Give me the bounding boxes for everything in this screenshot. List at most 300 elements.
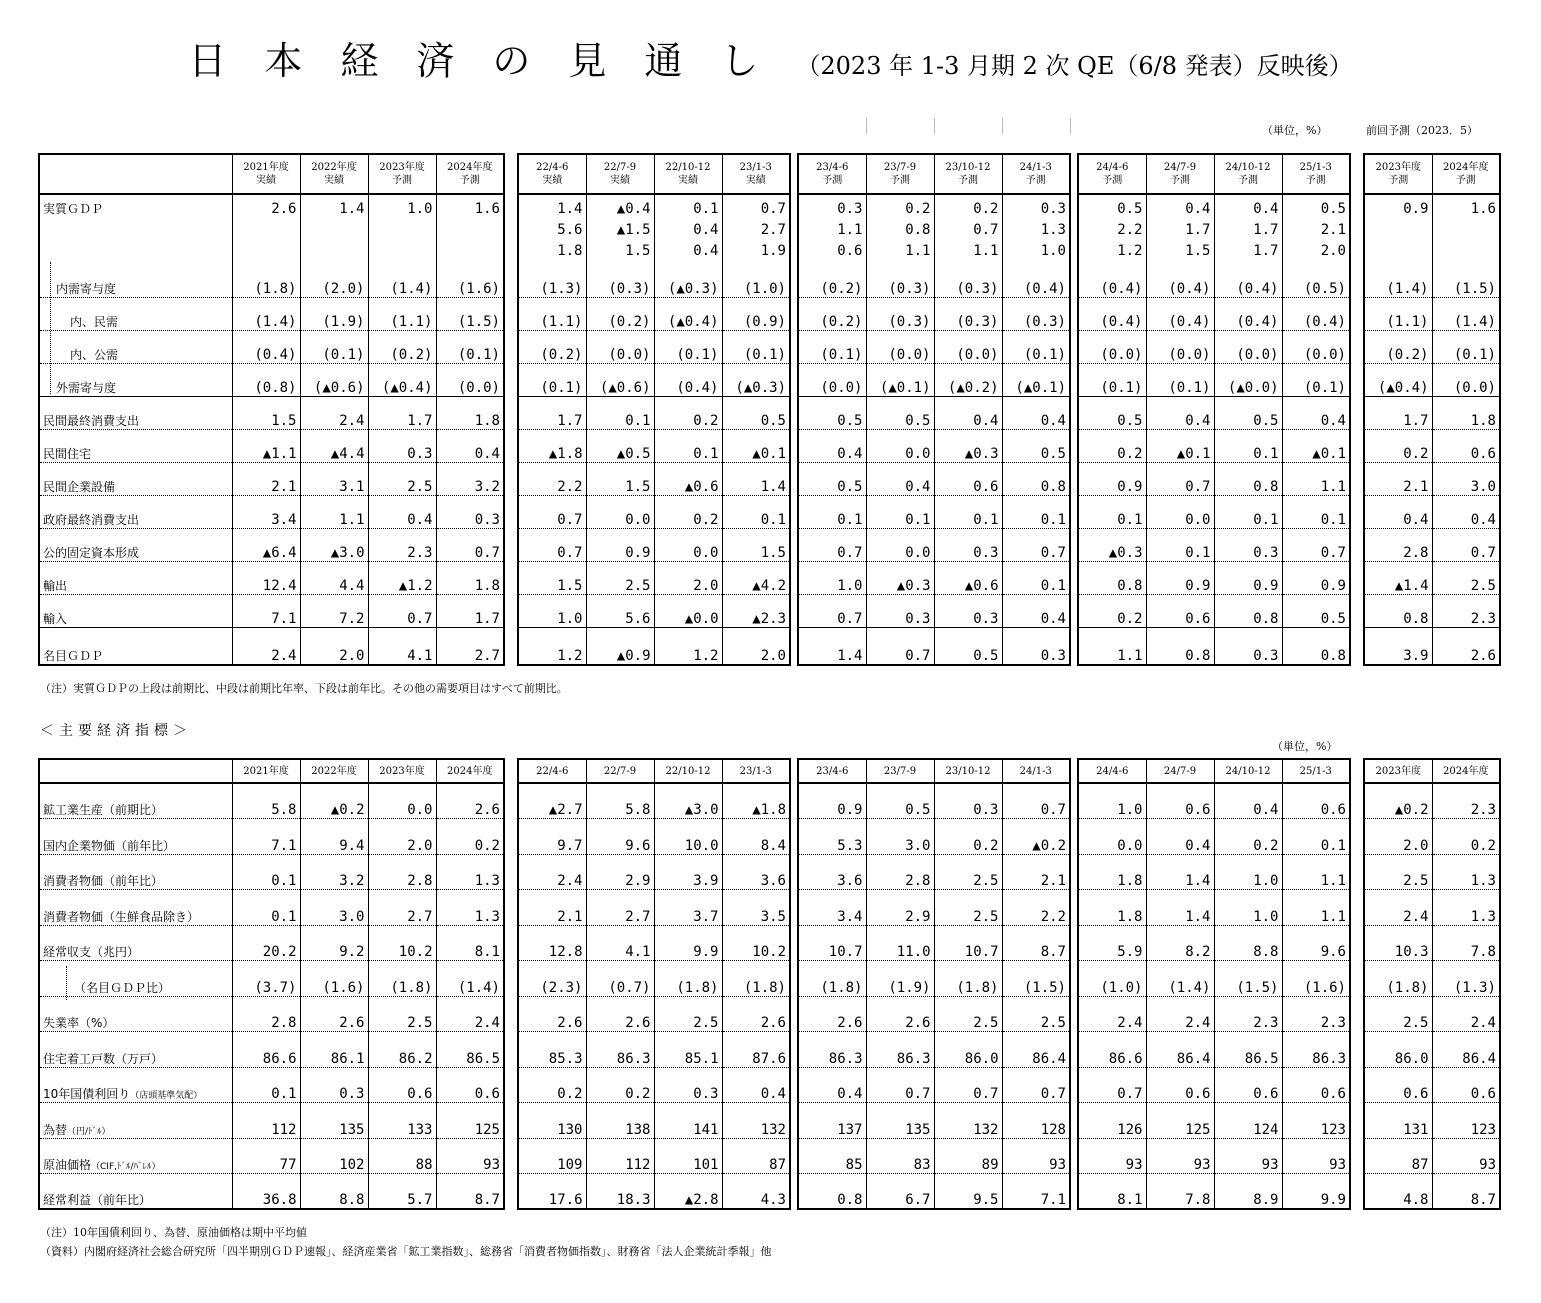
value-cell: 87 xyxy=(722,1138,790,1174)
table-row-real-gdp xyxy=(1078,194,1350,264)
table-group-3 xyxy=(797,758,1071,1210)
unit-label-2: （単位，%） xyxy=(1272,740,1338,753)
table-row xyxy=(1364,627,1500,665)
value-cell: 1.5 xyxy=(232,396,300,429)
value-cell: 0.7 xyxy=(1432,528,1500,561)
value-cell: (0.2) xyxy=(798,297,866,330)
value-cell: 1.7 xyxy=(368,396,436,429)
column-header: 2023年度 xyxy=(1364,759,1432,783)
value-cell: (0.1) xyxy=(1146,363,1214,396)
value-cell: 2.5 xyxy=(368,996,436,1032)
row-label-text: 国内企業物価（前年比） xyxy=(43,838,176,853)
value-cell: 20.2 xyxy=(232,925,300,961)
value-cell: 0.6 xyxy=(934,462,1002,495)
table-row xyxy=(518,363,790,396)
table-row xyxy=(798,1067,1070,1103)
table-row xyxy=(1364,528,1500,561)
table-row xyxy=(518,1174,790,1210)
value-cell: 0.2 xyxy=(934,819,1002,855)
period-label: 25/1-3 xyxy=(1299,162,1332,173)
table-row xyxy=(518,561,790,594)
value-cell: 0.2 xyxy=(1078,594,1146,627)
value-cell: 132 xyxy=(722,1103,790,1139)
gdp-value: 5.6 xyxy=(557,222,583,238)
value-cell: 0.5 xyxy=(866,783,934,819)
value-cell: (0.2) xyxy=(518,330,586,363)
value-cell: 2.0 xyxy=(654,561,722,594)
value-cell: 17.6 xyxy=(548,1192,583,1208)
value-cell: 10.0 xyxy=(654,819,722,855)
value-cell: 86.3 xyxy=(866,1032,934,1068)
value-cell: 1.1 xyxy=(300,495,368,528)
column-header xyxy=(436,154,504,194)
value-cell: 86.6 xyxy=(1078,1032,1146,1068)
value-cell: 2.5 xyxy=(1364,854,1432,890)
table-row xyxy=(39,819,504,855)
value-cell: 85.3 xyxy=(518,1032,586,1068)
value-cell: 2.7 xyxy=(436,627,504,665)
gdp-value: 1.4 xyxy=(557,201,583,217)
value-cell: 0.1 xyxy=(1002,561,1070,594)
value-cell: 2.5 xyxy=(934,996,1002,1032)
value-cell: 0.4 xyxy=(368,495,436,528)
value-cell: (1.3) xyxy=(1432,961,1500,997)
value-cell: (1.9) xyxy=(866,961,934,997)
table-row xyxy=(798,528,1070,561)
value-cell: 0.9 xyxy=(1078,462,1146,495)
value-cell: 0.1 xyxy=(1146,528,1214,561)
gdp-value: 1.7 xyxy=(1253,222,1279,238)
value-cell: 0.3 xyxy=(934,594,1002,627)
value-cell: 0.5 xyxy=(1002,429,1070,462)
table-row xyxy=(1364,1103,1500,1139)
value-cell: (0.1) xyxy=(518,363,586,396)
row-label: 民間住宅 xyxy=(39,429,232,462)
value-cell: 5.9 xyxy=(1078,925,1146,961)
status-label: 実績 xyxy=(256,175,276,186)
table-row-real-gdp xyxy=(798,194,1070,264)
value-cell: 124 xyxy=(1214,1103,1282,1139)
value-cell: 2.0 xyxy=(368,819,436,855)
gdp-cell xyxy=(300,194,368,264)
header-row xyxy=(518,154,790,194)
value-cell: 2.8 xyxy=(1364,528,1432,561)
gdp-value: 1.1 xyxy=(837,222,863,238)
value-cell: (1.9) xyxy=(300,297,368,330)
header-blank xyxy=(39,154,232,194)
value-cell: (0.0) xyxy=(1214,330,1282,363)
value-cell: ▲0.1 xyxy=(1282,429,1350,462)
value-cell: 2.5 xyxy=(1432,561,1500,594)
table-row xyxy=(518,627,790,665)
value-cell: 0.4 xyxy=(1002,594,1070,627)
table-row xyxy=(798,1032,1070,1068)
value-cell: 0.3 xyxy=(866,594,934,627)
table-row xyxy=(518,925,790,961)
note-bottom-2: （資料）内閣府経済社会総合研究所「四半期別ＧＤＰ速報」、経済産業省「鉱工業指数」、総務省「消費者物価指数」、財務省「法人企業統計季報」他 xyxy=(40,1245,772,1258)
value-cell: 86.5 xyxy=(1214,1032,1282,1068)
value-cell: 0.3 xyxy=(436,495,504,528)
value-cell: 3.6 xyxy=(798,854,866,890)
value-cell: (3.7) xyxy=(232,961,300,997)
value-cell: 2.1 xyxy=(518,890,586,926)
value-cell: 8.2 xyxy=(1146,925,1214,961)
value-cell: 8.7 xyxy=(1432,1174,1500,1210)
table-group-1 xyxy=(38,153,505,666)
value-cell: 0.4 xyxy=(934,396,1002,429)
value-cell: 2.9 xyxy=(866,890,934,926)
table-row xyxy=(1078,297,1350,330)
table-row-real-gdp xyxy=(39,194,504,264)
column-tick xyxy=(934,118,935,134)
value-cell: 1.4 xyxy=(1146,854,1214,890)
value-cell: (1.8) xyxy=(654,961,722,997)
value-cell: 1.1 xyxy=(1282,462,1350,495)
value-cell: (0.1) xyxy=(654,330,722,363)
value-cell: (1.6) xyxy=(1282,961,1350,997)
table-row xyxy=(39,495,504,528)
table-row xyxy=(798,627,1070,665)
table-row xyxy=(798,961,1070,997)
value-cell: 86.3 xyxy=(798,1032,866,1068)
column-header xyxy=(722,154,790,194)
value-cell: 0.2 xyxy=(518,1067,586,1103)
value-cell: 112 xyxy=(232,1103,300,1139)
value-cell: 9.6 xyxy=(586,819,654,855)
column-header: 22/7-9 xyxy=(586,759,654,783)
gdp-value: 1.0 xyxy=(1040,243,1066,259)
value-cell: 131 xyxy=(1364,1103,1432,1139)
column-header: 2021年度 xyxy=(232,759,300,783)
value-cell: ▲0.0 xyxy=(654,594,722,627)
value-cell: 18.3 xyxy=(586,1174,654,1210)
value-cell: 7.1 xyxy=(232,819,300,855)
value-cell: 128 xyxy=(1002,1103,1070,1139)
value-cell: 3.1 xyxy=(300,462,368,495)
value-cell: ▲0.3 xyxy=(934,429,1002,462)
table-row xyxy=(39,594,504,627)
column-header xyxy=(1364,154,1432,194)
table-row xyxy=(1078,561,1350,594)
value-cell: 86.1 xyxy=(300,1032,368,1068)
value-cell: 88 xyxy=(368,1138,436,1174)
value-cell: 0.6 xyxy=(1432,1067,1500,1103)
value-cell: 109 xyxy=(518,1138,586,1174)
value-cell: 1.1 xyxy=(1282,890,1350,926)
value-cell: 2.4 xyxy=(232,627,300,665)
gdp-value: 2.1 xyxy=(1320,222,1346,238)
row-label-note: （CIF,ﾄﾞﾙ/ﾊﾞﾚﾙ） xyxy=(91,1162,161,1172)
value-cell: 1.0 xyxy=(1078,783,1146,819)
table-row xyxy=(798,363,1070,396)
value-cell: 0.3 xyxy=(654,1067,722,1103)
value-cell: 0.9 xyxy=(1214,561,1282,594)
table-row xyxy=(1364,297,1500,330)
value-cell: 86.2 xyxy=(368,1032,436,1068)
value-cell: (▲0.1) xyxy=(866,363,934,396)
table-row xyxy=(518,819,790,855)
table-row xyxy=(39,1174,504,1210)
value-cell: 2.0 xyxy=(300,627,368,665)
value-cell: 93 xyxy=(1002,1138,1070,1174)
value-cell: 0.3 xyxy=(368,429,436,462)
status-label: 予測 xyxy=(1025,175,1046,186)
table-row xyxy=(1364,495,1500,528)
value-cell: 8.8 xyxy=(300,1174,368,1210)
value-cell: 0.9 xyxy=(1146,561,1214,594)
table-row xyxy=(39,996,504,1032)
value-cell: 1.8 xyxy=(1078,854,1146,890)
value-cell: 4.3 xyxy=(722,1174,790,1210)
value-cell: 0.2 xyxy=(654,495,722,528)
gdp-value: 1.3 xyxy=(1040,222,1066,238)
row-label xyxy=(39,961,232,997)
value-cell: 0.4 xyxy=(1146,819,1214,855)
value-cell: 0.4 xyxy=(1146,396,1214,429)
value-cell: 0.3 xyxy=(934,528,1002,561)
table-row xyxy=(39,1103,504,1139)
table-row xyxy=(1364,561,1500,594)
table-row xyxy=(518,890,790,926)
status-label: 予測 xyxy=(1102,175,1123,186)
value-cell: (1.4) xyxy=(368,264,436,297)
column-tick xyxy=(1070,118,1071,134)
value-cell: 1.7 xyxy=(518,396,586,429)
value-cell: (1.1) xyxy=(518,297,586,330)
value-cell: (1.6) xyxy=(300,961,368,997)
value-cell: 0.1 xyxy=(798,495,866,528)
row-label xyxy=(39,783,232,819)
table-row xyxy=(1078,594,1350,627)
value-cell: 0.4 xyxy=(1282,396,1350,429)
table-row xyxy=(1078,429,1350,462)
gdp-cell xyxy=(934,194,1002,264)
value-cell: ▲3.0 xyxy=(654,783,722,819)
table-row xyxy=(1078,495,1350,528)
gdp-value: 1.9 xyxy=(760,243,786,259)
column-header: 24/4-6 xyxy=(1078,759,1146,783)
value-cell: 0.7 xyxy=(1002,528,1070,561)
column-header: 23/4-6 xyxy=(798,759,866,783)
table-row xyxy=(39,1138,504,1174)
value-cell: 10.3 xyxy=(1364,925,1432,961)
table-row xyxy=(1364,363,1500,396)
value-cell: (0.2) xyxy=(586,297,654,330)
value-cell: 2.5 xyxy=(1364,996,1432,1032)
value-cell: ▲1.4 xyxy=(1364,561,1432,594)
table-row xyxy=(1364,854,1500,890)
row-label: 民間企業設備 xyxy=(39,462,232,495)
gdp-cell xyxy=(798,194,866,264)
header-row xyxy=(1364,154,1500,194)
value-cell: (0.3) xyxy=(586,264,654,297)
value-cell: (1.4) xyxy=(436,961,504,997)
table-row xyxy=(1078,783,1350,819)
row-label-text: 失業率（%） xyxy=(43,1016,115,1030)
value-cell: 87.6 xyxy=(722,1032,790,1068)
value-cell: 1.1 xyxy=(1282,854,1350,890)
gdp-value: 0.7 xyxy=(973,222,999,238)
value-cell: 12.8 xyxy=(518,925,586,961)
column-header: 23/10-12 xyxy=(934,759,1002,783)
value-cell: 12.4 xyxy=(232,561,300,594)
value-cell: (0.3) xyxy=(934,264,1002,297)
value-cell: (0.3) xyxy=(1002,297,1070,330)
value-cell: (▲0.2) xyxy=(934,363,1002,396)
value-cell: ▲0.6 xyxy=(654,462,722,495)
column-header: 2023年度 xyxy=(368,759,436,783)
value-cell: (0.0) xyxy=(866,330,934,363)
value-cell: 8.7 xyxy=(1002,925,1070,961)
value-cell: 0.4 xyxy=(1432,495,1500,528)
gdp-value: 0.8 xyxy=(905,222,931,238)
value-cell: 0.8 xyxy=(1214,462,1282,495)
value-cell: 86.3 xyxy=(586,1032,654,1068)
value-cell: 83 xyxy=(866,1138,934,1174)
value-cell: (1.4) xyxy=(1364,264,1432,297)
value-cell: ▲1.2 xyxy=(368,561,436,594)
table-row xyxy=(518,495,790,528)
table-row xyxy=(518,996,790,1032)
value-cell: 93 xyxy=(1282,1138,1350,1174)
gdp-value: 2.0 xyxy=(1320,243,1346,259)
value-cell: 8.4 xyxy=(722,819,790,855)
value-cell: 138 xyxy=(586,1103,654,1139)
gdp-value: 0.3 xyxy=(837,201,863,217)
value-cell: 0.8 xyxy=(1364,594,1432,627)
value-cell: 2.4 xyxy=(436,996,504,1032)
gdp-value: 1.4 xyxy=(339,201,365,217)
value-cell: 9.9 xyxy=(1282,1174,1350,1210)
value-cell: 0.1 xyxy=(1282,819,1350,855)
value-cell: 0.5 xyxy=(1078,396,1146,429)
table-row xyxy=(39,1032,504,1068)
row-label: 実質ＧＤＰ xyxy=(43,202,104,216)
table-row xyxy=(798,890,1070,926)
table-row xyxy=(1364,429,1500,462)
table-row xyxy=(1078,925,1350,961)
column-header xyxy=(654,154,722,194)
table-row xyxy=(798,495,1070,528)
value-cell: 0.5 xyxy=(934,627,1002,665)
value-cell: 141 xyxy=(654,1103,722,1139)
value-cell: 2.3 xyxy=(1432,783,1500,819)
row-label: 輸出 xyxy=(39,561,232,594)
value-cell: (0.2) xyxy=(368,330,436,363)
value-cell: 2.3 xyxy=(1432,594,1500,627)
gdp-cell xyxy=(1146,194,1214,264)
value-cell: 2.2 xyxy=(1002,890,1070,926)
value-cell: 0.4 xyxy=(1364,495,1432,528)
value-cell: 0.6 xyxy=(368,1067,436,1103)
value-cell: ▲0.2 xyxy=(1364,783,1432,819)
value-cell: (0.1) xyxy=(722,330,790,363)
column-header: 22/4-6 xyxy=(518,759,586,783)
table-row xyxy=(39,890,504,926)
value-cell: 1.8 xyxy=(1078,890,1146,926)
table-row xyxy=(1078,854,1350,890)
value-cell: 2.8 xyxy=(368,854,436,890)
row-label-text: 住宅着工戸数（万戸） xyxy=(43,1051,164,1066)
value-cell: 1.7 xyxy=(436,594,504,627)
value-cell: 1.0 xyxy=(518,594,586,627)
value-cell: 2.3 xyxy=(1282,996,1350,1032)
table-row xyxy=(1078,363,1350,396)
status-label: 予測 xyxy=(1238,175,1258,186)
gdp-value: 2.7 xyxy=(760,222,786,238)
period-label: 22/4-6 xyxy=(536,162,569,173)
period-label: 23/1-3 xyxy=(739,162,772,173)
value-cell: 93 xyxy=(1078,1138,1146,1174)
value-cell: 86.0 xyxy=(934,1032,1002,1068)
status-label: 予測 xyxy=(958,175,978,186)
gdp-cell xyxy=(436,194,504,264)
table-row xyxy=(1364,462,1500,495)
table-row xyxy=(798,1174,1070,1210)
row-label xyxy=(39,1138,232,1174)
value-cell: ▲1.8 xyxy=(722,783,790,819)
column-header xyxy=(1214,154,1282,194)
table-row xyxy=(39,264,504,297)
value-cell: 0.0 xyxy=(866,528,934,561)
value-cell: 2.7 xyxy=(586,890,654,926)
table-row xyxy=(39,297,504,330)
gdp-value: 0.3 xyxy=(1040,201,1066,217)
column-tick xyxy=(1002,118,1003,134)
value-cell: 0.5 xyxy=(722,396,790,429)
gdp-value: 0.2 xyxy=(905,201,931,217)
value-cell: 2.1 xyxy=(232,462,300,495)
value-cell: 1.0 xyxy=(1214,854,1282,890)
table-row xyxy=(1364,783,1500,819)
value-cell: 1.8 xyxy=(436,396,504,429)
table-row xyxy=(798,429,1070,462)
value-cell: ▲1.1 xyxy=(232,429,300,462)
value-cell: (0.4) xyxy=(1078,264,1146,297)
value-cell: 0.4 xyxy=(798,1067,866,1103)
column-header xyxy=(1282,154,1350,194)
value-cell: 7.8 xyxy=(1432,925,1500,961)
value-cell: (0.3) xyxy=(866,264,934,297)
value-cell: 0.3 xyxy=(300,1067,368,1103)
value-cell: 2.5 xyxy=(654,996,722,1032)
value-cell: 0.7 xyxy=(1078,1067,1146,1103)
gdp-value: 1.6 xyxy=(474,201,500,217)
table-row xyxy=(518,264,790,297)
table-group-3 xyxy=(797,153,1071,666)
value-cell: 10.7 xyxy=(934,925,1002,961)
column-header xyxy=(1432,154,1500,194)
value-cell: 9.7 xyxy=(518,819,586,855)
table-row xyxy=(798,1103,1070,1139)
value-cell: 9.5 xyxy=(934,1174,1002,1210)
column-header xyxy=(798,154,866,194)
value-cell: 0.3 xyxy=(1214,528,1282,561)
value-cell: 8.1 xyxy=(436,925,504,961)
value-cell: 1.5 xyxy=(518,561,586,594)
column-header: 22/10-12 xyxy=(654,759,722,783)
value-cell: ▲6.4 xyxy=(232,528,300,561)
value-cell: 137 xyxy=(798,1103,866,1139)
table-group-4 xyxy=(1077,758,1351,1210)
gdp-value: 2.6 xyxy=(271,201,297,217)
value-cell: 1.3 xyxy=(436,854,504,890)
period-label: 2022年度 xyxy=(311,162,357,173)
gdp-value: ▲1.5 xyxy=(616,222,651,238)
column-header xyxy=(232,154,300,194)
row-label-text: 消費者物価（前年比） xyxy=(43,874,164,888)
table-row xyxy=(1078,330,1350,363)
